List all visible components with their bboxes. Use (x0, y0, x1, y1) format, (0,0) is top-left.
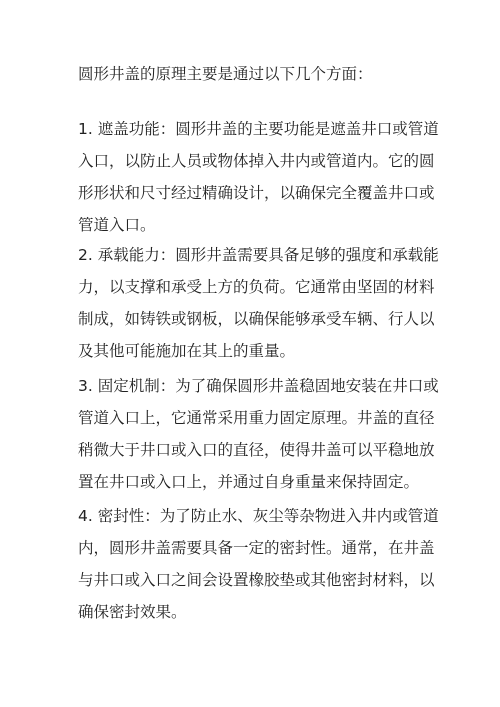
section-paragraph-4 (78, 500, 438, 628)
section-paragraph-2 (78, 239, 438, 367)
text-line: 与井口或入口之间会设置橡胶垫或其他密封材料，以 (78, 571, 435, 589)
text-line: 稍微大于井口或入口的直径，使得井盖可以平稳地放 (78, 441, 435, 459)
text-line: 力，以支撑和承受上方的负荷。它通常由坚固的材料 (78, 278, 435, 296)
text-line: 确保密封效果。 (78, 603, 187, 621)
text-line: 2. 承载能力：圆形井盖需要具备足够的强度和承载能 (78, 246, 439, 264)
text-line: 4. 密封性：为了防止水、灰尘等杂物进入井内或管道 (78, 507, 439, 525)
text-line: 管道入口上，它通常采用重力固定原理。井盖的直径 (78, 409, 435, 427)
intro-paragraph: 圆形井盖的原理主要是通过以下几个方面： (78, 65, 373, 83)
section-paragraph-3 (78, 370, 438, 498)
text-line: 内，圆形井盖需要具备一定的密封性。通常，在井盖 (78, 539, 435, 557)
text-line: 管道入口。 (78, 216, 156, 234)
text-line: 3. 固定机制：为了确保圆形井盖稳固地安装在井口或 (78, 377, 439, 395)
text-line: 形形状和尺寸经过精确设计，以确保完全覆盖井口或 (78, 184, 435, 202)
text-line: 置在井口或入口上，并通过自身重量来保持固定。 (78, 473, 420, 491)
text-line: 入口，以防止人员或物体掉入井内或管道内。它的圆 (78, 152, 435, 170)
text-line: 及其他可能施加在其上的重量。 (78, 342, 296, 360)
text-line: 1. 遮盖功能：圆形井盖的主要功能是遮盖井口或管道 (78, 120, 439, 138)
text-line: 制成，如铸铁或钢板，以确保能够承受车辆、行人以 (78, 310, 435, 328)
section-paragraph-1 (78, 113, 438, 241)
